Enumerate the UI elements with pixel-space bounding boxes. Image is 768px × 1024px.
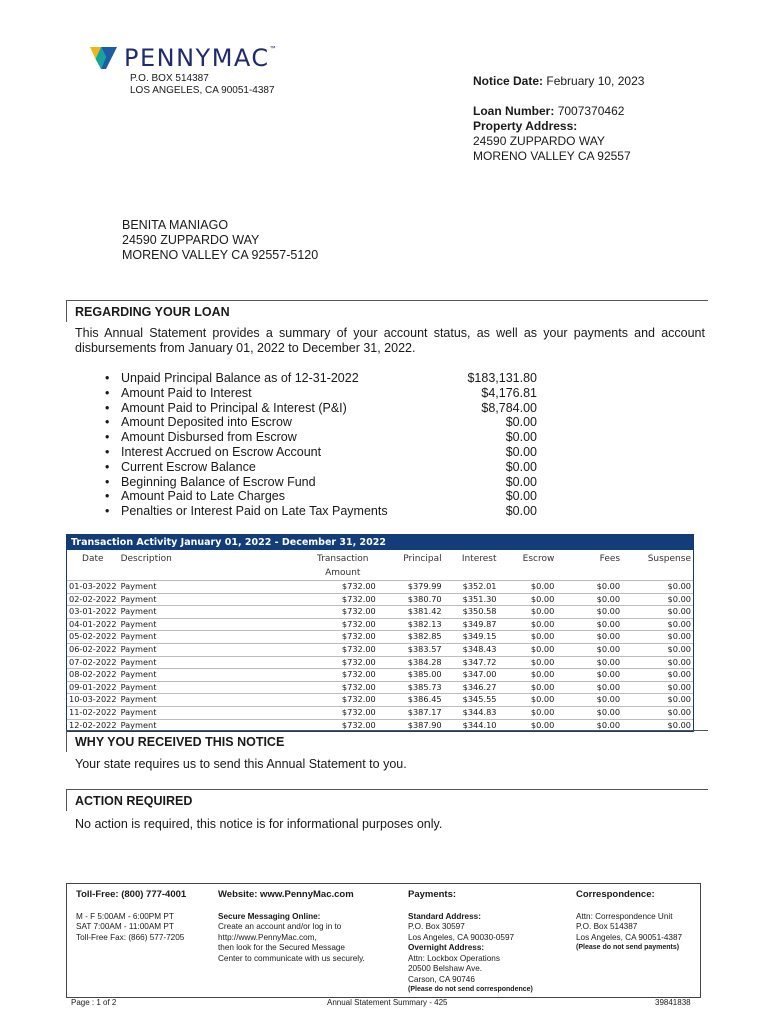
regarding-heading: REGARDING YOUR LOAN: [66, 300, 708, 322]
interest-cell: $344.83: [444, 706, 499, 719]
notice-date: [473, 74, 644, 89]
transaction-amount-cell: $732.00: [248, 593, 378, 606]
fees-cell: $0.00: [556, 669, 622, 682]
secure-line: Create an account and/or log in to: [218, 922, 342, 931]
transaction-amount-cell: $732.00: [248, 643, 378, 656]
action-text: No action is required, this notice is for informational purposes only.: [75, 817, 443, 831]
overnight-address-label: Overnight Address:: [408, 943, 485, 952]
description-cell: Payment: [119, 643, 249, 656]
interest-cell: $346.27: [444, 681, 499, 694]
overnight-address-line: 20500 Belshaw Ave.: [408, 964, 483, 973]
interest-cell: $347.72: [444, 656, 499, 669]
principal-cell: $387.17: [378, 706, 444, 719]
tollfree-heading: Toll-Free: (800) 777-4001: [76, 889, 187, 900]
column-header: Principal: [403, 554, 442, 564]
standard-address-line: P.O. Box 30597: [408, 922, 465, 931]
tollfree-column: [76, 890, 186, 943]
escrow-cell: $0.00: [499, 656, 557, 669]
logo-text: PENNYMAC: [124, 44, 270, 72]
standard-address-label: Standard Address:: [408, 911, 481, 921]
principal-cell: $387.90: [378, 719, 444, 731]
principal-cell: $384.28: [378, 656, 444, 669]
description-cell: Payment: [119, 631, 249, 644]
property-address-line: MORENO VALLEY CA 92557: [473, 149, 631, 163]
date-cell: 06-02-2022: [67, 643, 119, 656]
fees-cell: $0.00: [556, 656, 622, 669]
fees-cell: $0.00: [556, 593, 622, 606]
fees-cell: $0.00: [556, 719, 622, 731]
column-header: Suspense: [647, 554, 691, 564]
correspondence-line: Los Angeles, CA 90051-4387: [576, 932, 683, 942]
description-cell: Payment: [119, 593, 249, 606]
suspense-cell: $0.00: [622, 656, 693, 669]
list-item: • Beginning Balance of Escrow Fund $0.00: [105, 474, 537, 489]
correspondence-column: [576, 890, 682, 954]
principal-cell: $379.99: [378, 581, 444, 594]
summary-value: $0.00: [505, 504, 537, 519]
escrow-cell: $0.00: [499, 706, 557, 719]
date-cell: 09-01-2022: [67, 681, 119, 694]
fees-cell: $0.00: [556, 631, 622, 644]
table-row: [67, 631, 693, 644]
escrow-cell: $0.00: [499, 681, 557, 694]
description-cell: Payment: [119, 581, 249, 594]
notice-date-label: Notice Date:: [473, 74, 544, 88]
list-item: • Current Escrow Balance $0.00: [105, 459, 537, 474]
secure-line: then look for the Secured Message: [218, 943, 345, 952]
column-header: [248, 550, 378, 581]
summary-value: $0.00: [505, 489, 537, 504]
suspense-cell: $0.00: [622, 593, 693, 606]
table-row: [67, 593, 693, 606]
principal-cell: $381.42: [378, 606, 444, 619]
escrow-cell: $0.00: [499, 581, 557, 594]
suspense-cell: $0.00: [622, 643, 693, 656]
loan-info: [473, 104, 631, 164]
table-row: [67, 669, 693, 682]
date-cell: 01-03-2022: [67, 581, 119, 594]
suspense-cell: $0.00: [622, 581, 693, 594]
column-header: Fees: [599, 554, 621, 564]
list-item: • Amount Deposited into Escrow $0.00: [105, 415, 537, 430]
fax-line: Toll-Free Fax: (866) 577-7205: [76, 932, 185, 942]
website-heading: Website: www.PennyMac.com: [218, 889, 354, 900]
date-cell: 12-02-2022: [69, 719, 117, 730]
summary-value: $0.00: [505, 444, 537, 459]
fees-cell: $0.00: [556, 681, 622, 694]
website-column: [218, 890, 365, 964]
action-heading: ACTION REQUIRED: [66, 789, 708, 811]
list-item: • Amount Disbursed from Escrow $0.00: [105, 430, 537, 445]
loan-number-label: Loan Number:: [473, 104, 555, 118]
transaction-amount-cell: $732.00: [248, 719, 378, 731]
payments-column: [408, 890, 533, 996]
fees-cell: $0.00: [556, 618, 622, 631]
return-address: [130, 73, 275, 97]
summary-label: Penalties or Interest Paid on Late Tax Payments: [121, 504, 388, 519]
table-row: [67, 581, 693, 594]
recipient-city: MORENO VALLEY CA 92557-5120: [122, 248, 319, 262]
overnight-address-line: Carson, CA 90746: [408, 974, 475, 984]
principal-cell: $385.00: [378, 669, 444, 682]
hours-line: M - F 5:00AM - 6:00PM PT: [76, 911, 174, 921]
interest-cell: $344.10: [444, 719, 499, 731]
correspondence-heading: Correspondence:: [576, 889, 655, 900]
column-header: Escrow: [522, 554, 555, 564]
escrow-cell: $0.00: [499, 669, 557, 682]
fees-cell: $0.00: [556, 606, 622, 619]
date-cell: 10-03-2022: [67, 694, 119, 707]
escrow-cell: $0.00: [499, 694, 557, 707]
suspense-cell: $0.00: [622, 706, 693, 719]
date-cell: 03-01-2022: [67, 606, 119, 619]
summary-label: Amount Paid to Principal & Interest (P&I): [121, 400, 347, 415]
description-cell: Payment: [119, 656, 249, 669]
summary-value: $8,784.00: [481, 400, 537, 415]
list-item: • Penalties or Interest Paid on Late Tax Payments $0.00: [105, 504, 537, 519]
transaction-rows: [67, 581, 693, 732]
return-address-line: LOS ANGELES, CA 90051-4387: [130, 85, 275, 96]
column-header: Description: [120, 554, 172, 564]
summary-label: Amount Paid to Interest: [121, 385, 252, 400]
why-heading: WHY YOU RECEIVED THIS NOTICE: [66, 730, 708, 752]
loan-number-value: 7007370462: [557, 104, 625, 118]
interest-cell: $352.01: [444, 581, 499, 594]
suspense-cell: $0.00: [622, 719, 693, 731]
description-cell: Payment: [119, 606, 249, 619]
footer-code: 39841838: [655, 998, 691, 1007]
recipient-address: [122, 218, 318, 263]
suspense-cell: $0.00: [622, 681, 693, 694]
interest-cell: $350.58: [444, 606, 499, 619]
transaction-amount-cell: $732.00: [248, 631, 378, 644]
return-address-line: P.O. BOX 514387: [130, 73, 209, 84]
list-item: • Unpaid Principal Balance as of 12-31-2022 $183,131.80: [105, 371, 537, 385]
interest-cell: $345.55: [444, 694, 499, 707]
table-header-row: [67, 550, 693, 581]
column-header: Date: [82, 554, 104, 564]
summary-label: Beginning Balance of Escrow Fund: [121, 474, 316, 489]
transaction-activity: [66, 534, 694, 732]
interest-cell: $347.00: [444, 669, 499, 682]
summary-value: $0.00: [505, 430, 537, 445]
correspondence-line: P.O. Box 514387: [576, 922, 638, 931]
date-cell: 02-02-2022: [67, 593, 119, 606]
correspondence-line: Attn: Correspondence Unit: [576, 911, 673, 921]
table-row: [67, 618, 693, 631]
secure-line: Center to communicate with us securely.: [218, 953, 365, 963]
principal-cell: $383.57: [378, 643, 444, 656]
suspense-cell: $0.00: [622, 694, 693, 707]
description-cell: Payment: [119, 618, 249, 631]
description-cell: Payment: [119, 694, 249, 707]
page-number: Page : 1 of 2: [71, 998, 117, 1007]
escrow-cell: $0.00: [499, 618, 557, 631]
summary-value: $0.00: [505, 459, 537, 474]
secure-messaging-label: Secure Messaging Online:: [218, 911, 321, 921]
summary-label: Amount Deposited into Escrow: [121, 415, 292, 430]
summary-label: Interest Accrued on Escrow Account: [121, 444, 322, 459]
pennymac-logo-icon: [90, 47, 118, 69]
table-row: [67, 643, 693, 656]
summary-label: Unpaid Principal Balance as of 12-31-2022: [121, 371, 359, 385]
summary-value: $0.00: [505, 415, 537, 430]
summary-value: $0.00: [505, 474, 537, 489]
summary-label: Amount Paid to Late Charges: [121, 489, 285, 504]
table-row: [67, 606, 693, 619]
transaction-amount-cell: $732.00: [248, 581, 378, 594]
date-cell: 05-02-2022: [67, 631, 119, 644]
overnight-note: (Please do not send correspondence): [408, 986, 533, 993]
logo-trademark: ™: [269, 46, 276, 52]
date-cell: 11-02-2022: [67, 706, 119, 719]
table-row: [67, 706, 693, 719]
interest-cell: $349.87: [444, 618, 499, 631]
transaction-amount-cell: $732.00: [248, 669, 378, 682]
contact-info-box: [66, 883, 701, 998]
fees-cell: $0.00: [556, 643, 622, 656]
table-row: [67, 656, 693, 669]
interest-cell: $349.15: [444, 631, 499, 644]
correspondence-note: (Please do not send payments): [576, 944, 680, 951]
summary-label: Current Escrow Balance: [121, 459, 256, 474]
principal-cell: $386.45: [378, 694, 444, 707]
summary-value: $183,131.80: [467, 371, 537, 385]
transaction-amount-cell: $732.00: [248, 606, 378, 619]
transaction-title: Transaction Activity January 01, 2022 - December 31, 2022: [67, 535, 693, 550]
list-item: • Amount Paid to Interest $4,176.81: [105, 385, 537, 400]
pennymac-logo: [90, 44, 276, 72]
list-item: • Amount Paid to Late Charges $0.00: [105, 489, 537, 504]
principal-cell: $380.70: [378, 593, 444, 606]
secure-line: http://www.PennyMac.com,: [218, 932, 317, 942]
property-address-line: 24590 ZUPPARDO WAY: [473, 134, 605, 148]
date-cell: 08-02-2022: [67, 669, 119, 682]
escrow-cell: $0.00: [499, 643, 557, 656]
escrow-cell: $0.00: [499, 593, 557, 606]
escrow-cell: $0.00: [499, 631, 557, 644]
recipient-name: BENITA MANIAGO: [122, 218, 229, 232]
summary-label: Amount Disbursed from Escrow: [121, 430, 297, 445]
transaction-amount-cell: $732.00: [248, 618, 378, 631]
date-cell: 07-02-2022: [67, 656, 119, 669]
list-item: • Interest Accrued on Escrow Account $0.00: [105, 444, 537, 459]
interest-cell: $348.43: [444, 643, 499, 656]
fees-cell: $0.00: [556, 581, 622, 594]
fees-cell: $0.00: [556, 706, 622, 719]
suspense-cell: $0.00: [622, 618, 693, 631]
escrow-cell: $0.00: [499, 606, 557, 619]
description-cell: Payment: [119, 669, 249, 682]
regarding-text: This Annual Statement provides a summary of your account status, as well as your payments and account disbursements from January 01, 2022 to December 31, 2022.: [75, 326, 705, 355]
table-row: [67, 681, 693, 694]
overnight-address-line: Attn: Lockbox Operations: [408, 953, 500, 963]
date-cell: 04-01-2022: [67, 618, 119, 631]
principal-cell: $385.73: [378, 681, 444, 694]
transaction-amount-cell: $732.00: [248, 681, 378, 694]
description-cell: Payment: [119, 681, 249, 694]
suspense-cell: $0.00: [622, 669, 693, 682]
principal-cell: $382.13: [378, 618, 444, 631]
description-cell: Payment: [119, 719, 249, 731]
fees-cell: $0.00: [556, 694, 622, 707]
footer-center: Annual Statement Summary - 425: [327, 998, 448, 1007]
payments-heading: Payments:: [408, 889, 457, 900]
standard-address-line: Los Angeles, CA 90030-0597: [408, 932, 515, 942]
recipient-street: 24590 ZUPPARDO WAY: [122, 233, 260, 247]
summary-value: $4,176.81: [481, 385, 537, 400]
table-row: [67, 694, 693, 707]
loan-summary-list: [105, 371, 537, 519]
principal-cell: $382.85: [378, 631, 444, 644]
why-text: Your state requires us to send this Annual Statement to you.: [75, 757, 407, 771]
suspense-cell: $0.00: [622, 631, 693, 644]
description-cell: Payment: [119, 706, 249, 719]
list-item: • Amount Paid to Principal & Interest (P&I) $8,784.00: [105, 400, 537, 415]
property-address-label: Property Address:: [473, 119, 578, 133]
escrow-cell: $0.00: [499, 719, 557, 731]
suspense-cell: $0.00: [622, 606, 693, 619]
interest-cell: $351.30: [444, 593, 499, 606]
transaction-amount-cell: $732.00: [248, 694, 378, 707]
transaction-table: [67, 550, 693, 731]
hours-line: SAT 7:00AM - 11:00AM PT: [76, 922, 174, 931]
notice-date-value: February 10, 2023: [546, 74, 645, 88]
transaction-amount-cell: $732.00: [248, 656, 378, 669]
column-header: Interest: [461, 554, 497, 564]
transaction-amount-cell: $732.00: [248, 706, 378, 719]
column-header-text: Transaction Amount: [317, 554, 369, 578]
